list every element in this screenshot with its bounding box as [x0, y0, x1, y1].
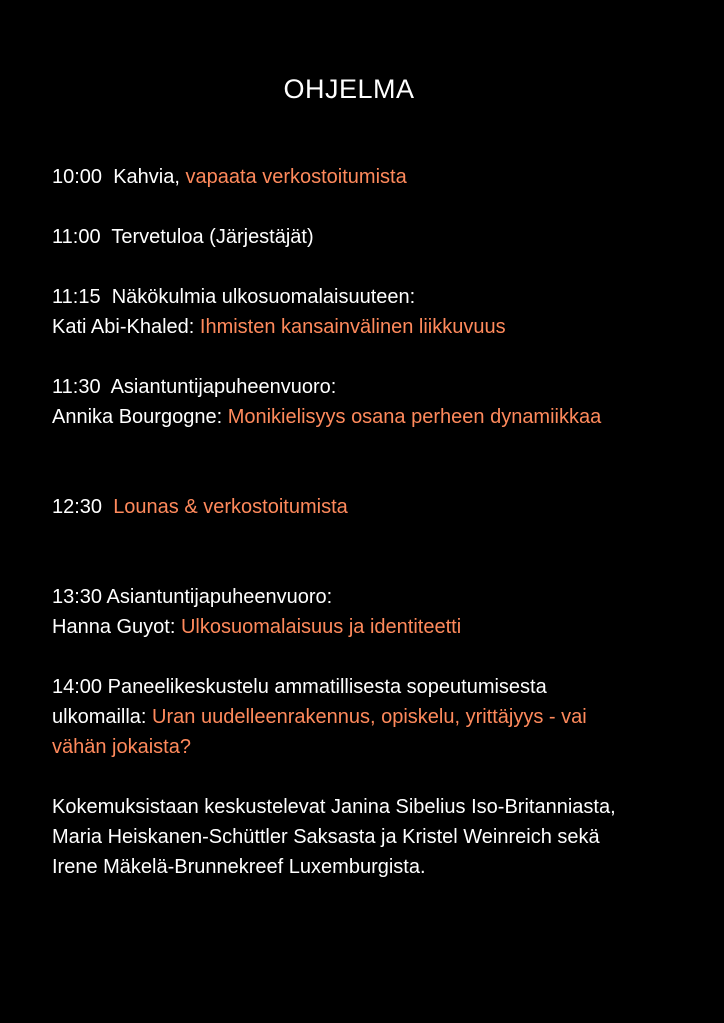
item-highlight: Uran uudelleenrakennus, opiskelu, yrittäjyys - vai	[152, 706, 587, 728]
program-list	[52, 162, 692, 882]
program-item-1100	[52, 222, 692, 252]
program-item-1115	[52, 282, 692, 342]
item-label: Asiantuntijapuheenvuoro:	[110, 376, 337, 398]
program-item-1230	[52, 492, 692, 522]
panel-line: Irene Mäkelä-Brunnekreef Luxemburgista.	[52, 856, 426, 878]
item-highlight: Lounas & verkostoitumista	[113, 496, 348, 518]
program-item-1130	[52, 372, 692, 432]
item-highlight: vapaata verkostoitumista	[185, 166, 407, 188]
item-speaker: Annika Bourgogne:	[52, 406, 223, 428]
item-speaker: Hanna Guyot:	[52, 616, 176, 638]
item-label: Tervetuloa (Järjestäjät)	[111, 226, 314, 248]
item-label-cont: ulkomailla:	[52, 706, 147, 728]
item-label: Kahvia,	[113, 166, 180, 188]
program-item-1000	[52, 162, 692, 192]
item-time: 10:00	[52, 166, 103, 188]
item-time: 12:30	[52, 496, 103, 518]
item-highlight: Monikielisyys osana perheen dynamiikkaa	[227, 406, 602, 428]
panel-description	[52, 792, 692, 882]
panel-line: Kokemuksistaan keskustelevat Janina Sibelius Iso-Britanniasta,	[52, 796, 616, 818]
item-label: Asiantuntijapuheenvuoro:	[106, 586, 333, 608]
item-highlight: Ihmisten kansainvälinen liikkuvuus	[199, 316, 506, 338]
item-time: 14:00	[52, 676, 103, 698]
item-highlight: Ulkosuomalaisuus ja identiteetti	[180, 616, 462, 638]
item-speaker: Kati Abi-Khaled:	[52, 316, 195, 338]
item-highlight-cont: vähän jokaista?	[52, 736, 191, 758]
panel-line: Maria Heiskanen-Schüttler Saksasta ja Kristel Weinreich sekä	[52, 826, 600, 848]
item-label: Paneelikeskustelu ammatillisesta sopeutumisesta	[107, 676, 547, 698]
item-label: Näkökulmia ulkosuomalaisuuteen:	[111, 286, 416, 308]
page-title: OHJELMA	[283, 74, 415, 104]
item-time: 11:00	[52, 226, 101, 248]
program-item-1330	[52, 582, 692, 642]
item-time: 11:30	[52, 376, 101, 398]
item-time: 11:15	[52, 286, 101, 308]
program-item-1400	[52, 672, 692, 762]
item-time: 13:30	[52, 586, 103, 608]
